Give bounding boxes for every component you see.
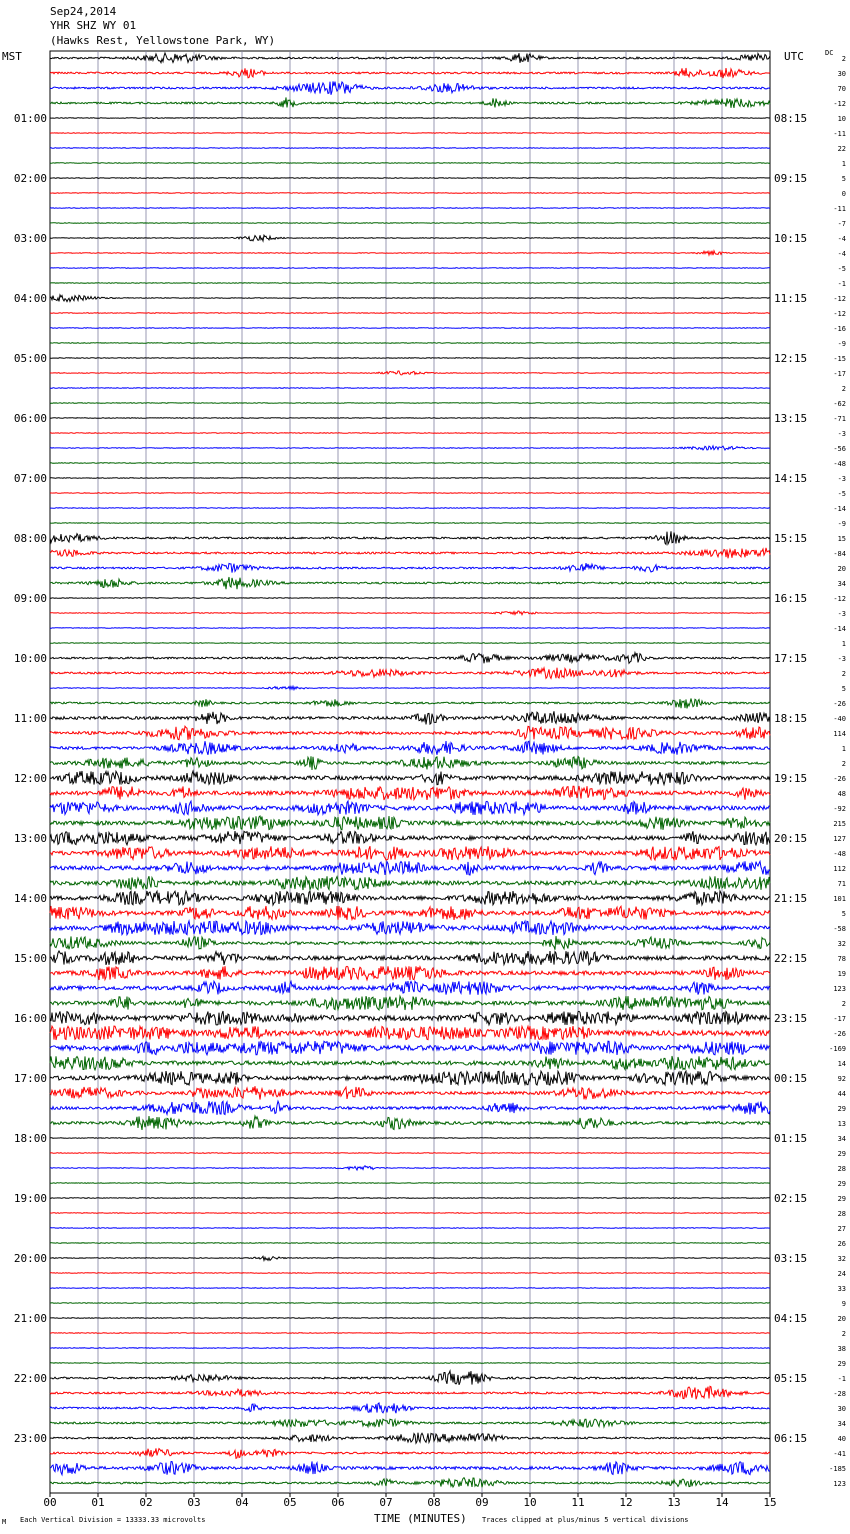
dc-offset-label: 10 xyxy=(837,115,846,123)
left-hour-label: 10:00 xyxy=(13,652,47,665)
trace-line xyxy=(50,711,770,724)
dc-offset-label: 2 xyxy=(841,670,846,678)
clip-note: Traces clipped at plus/minus 5 vertical divisions xyxy=(482,1516,689,1524)
dc-offset-label: -62 xyxy=(833,400,846,408)
dc-offset-label: -7 xyxy=(837,220,846,228)
dc-offset-label: 24 xyxy=(837,1270,846,1278)
dc-offset-label: -28 xyxy=(833,1390,846,1398)
trace-line xyxy=(50,876,770,890)
trace-line xyxy=(50,1303,770,1304)
trace-line xyxy=(50,1116,770,1130)
dc-offset-label: -169 xyxy=(829,1045,846,1053)
dc-offset-label: 22 xyxy=(837,145,846,153)
trace-line xyxy=(50,1228,770,1229)
trace-line xyxy=(50,951,770,965)
dc-offset-label: -12 xyxy=(833,595,846,603)
left-hour-label: 13:00 xyxy=(13,832,47,845)
trace-line xyxy=(50,1183,770,1184)
dc-offset-label: 2 xyxy=(841,385,846,393)
trace-line xyxy=(50,906,770,920)
trace-line xyxy=(50,463,770,464)
dc-offset-label: -92 xyxy=(833,805,846,813)
trace-line xyxy=(50,433,770,434)
trace-line xyxy=(50,1333,770,1334)
dc-offset-label: 48 xyxy=(837,790,846,798)
left-hour-label: 23:00 xyxy=(13,1432,47,1445)
trace-line xyxy=(50,548,770,558)
trace-line xyxy=(50,148,770,149)
trace-line xyxy=(50,981,770,995)
trace-line xyxy=(50,643,770,644)
x-tick-label: 10 xyxy=(523,1496,537,1509)
right-hour-label: 19:15 xyxy=(774,772,808,785)
trace-line xyxy=(50,846,770,860)
x-tick-label: 14 xyxy=(715,1496,729,1509)
right-hour-label: 10:15 xyxy=(774,232,808,245)
left-hour-label: 09:00 xyxy=(13,592,47,605)
left-hour-label: 03:00 xyxy=(13,232,47,245)
dc-offset-label: 30 xyxy=(837,1405,846,1413)
x-axis-label: TIME (MINUTES) xyxy=(374,1512,467,1525)
dc-offset-label: 29 xyxy=(837,1180,846,1188)
trace-line xyxy=(50,1433,770,1444)
dc-offset-label: 127 xyxy=(833,835,846,843)
trace-line xyxy=(50,921,770,935)
trace-line xyxy=(50,1153,770,1154)
trace-line xyxy=(50,163,770,164)
trace-line xyxy=(50,358,770,359)
trace-line xyxy=(50,68,770,78)
right-hour-label: 14:15 xyxy=(774,472,808,485)
dc-offset-label: 34 xyxy=(837,580,846,588)
trace-line xyxy=(50,343,770,344)
trace-line xyxy=(50,268,770,269)
dc-offset-label: -9 xyxy=(837,340,846,348)
trace-line xyxy=(50,388,770,389)
trace-line xyxy=(50,531,770,544)
trace-line xyxy=(50,786,770,800)
trace-line xyxy=(50,223,770,224)
left-hour-label: 20:00 xyxy=(13,1252,47,1265)
trace-line xyxy=(50,1371,770,1385)
trace-line xyxy=(50,1101,770,1115)
dc-offset-label: -4 xyxy=(837,235,846,243)
trace-line xyxy=(50,1448,770,1458)
trace-line xyxy=(50,1041,770,1055)
dc-offset-label: -14 xyxy=(833,505,846,513)
x-tick-label: 06 xyxy=(331,1496,345,1509)
trace-line xyxy=(50,1011,770,1025)
trace-line xyxy=(50,1478,770,1488)
dc-offset-label: 13 xyxy=(837,1120,846,1128)
dc-offset-label: -16 xyxy=(833,325,846,333)
dc-offset-label: -12 xyxy=(833,100,846,108)
right-hour-label: 01:15 xyxy=(774,1132,808,1145)
dc-offset-label: -17 xyxy=(833,370,846,378)
trace-line xyxy=(50,508,770,509)
right-hour-label: 16:15 xyxy=(774,592,808,605)
dc-offset-label: -41 xyxy=(833,1450,846,1458)
trace-line xyxy=(50,563,770,573)
dc-offset-label: 20 xyxy=(837,565,846,573)
right-hour-label: 08:15 xyxy=(774,112,808,125)
trace-line xyxy=(50,653,770,664)
dc-offset-label: -56 xyxy=(833,445,846,453)
right-hour-label: 22:15 xyxy=(774,952,808,965)
dc-offset-label: -4 xyxy=(837,250,846,258)
dc-offset-label: 26 xyxy=(837,1240,846,1248)
trace-line xyxy=(50,996,770,1010)
trace-line xyxy=(50,208,770,209)
trace-line xyxy=(50,1363,770,1364)
trace-line xyxy=(50,628,770,629)
trace-line xyxy=(50,371,770,375)
dc-offset-label: -15 xyxy=(833,355,846,363)
dc-offset-label: -12 xyxy=(833,295,846,303)
trace-line xyxy=(50,1138,770,1139)
trace-line xyxy=(50,801,770,815)
trace-line xyxy=(50,1318,770,1319)
trace-line xyxy=(50,523,770,524)
right-hour-label: 04:15 xyxy=(774,1312,808,1325)
trace-line xyxy=(50,1071,770,1085)
trace-line xyxy=(50,313,770,314)
left-hour-label: 12:00 xyxy=(13,772,47,785)
dc-offset-label: 2 xyxy=(841,1330,846,1338)
left-hour-label: 02:00 xyxy=(13,172,47,185)
trace-line xyxy=(50,81,770,94)
trace-line xyxy=(50,1461,770,1474)
dc-offset-label: -185 xyxy=(829,1465,846,1473)
dc-offset-label: 15 xyxy=(837,535,846,543)
left-hour-label: 06:00 xyxy=(13,412,47,425)
left-hour-label: 17:00 xyxy=(13,1072,47,1085)
trace-line xyxy=(50,577,770,589)
dc-offset-label: 71 xyxy=(837,880,846,888)
trace-line xyxy=(50,178,770,179)
dc-offset-label: 40 xyxy=(837,1435,846,1443)
right-hour-label: 11:15 xyxy=(774,292,808,305)
dc-offset-label: 34 xyxy=(837,1420,846,1428)
dc-offset-label: 20 xyxy=(837,1315,846,1323)
dc-offset-label: 101 xyxy=(833,895,846,903)
dc-offset-label: 32 xyxy=(837,1255,846,1263)
dc-offset-label: 0 xyxy=(841,190,846,198)
dc-offset-label: 112 xyxy=(833,865,846,873)
trace-line xyxy=(50,1026,770,1040)
dc-offset-label: -26 xyxy=(833,775,846,783)
dc-offset-label: -11 xyxy=(833,205,846,213)
right-zone-label: UTC xyxy=(784,50,804,63)
left-hour-label: 05:00 xyxy=(13,352,47,365)
dc-offset-label: -11 xyxy=(833,130,846,138)
trace-line xyxy=(50,283,770,284)
dc-offset-label: 29 xyxy=(837,1150,846,1158)
trace-line xyxy=(50,1419,770,1427)
right-hour-label: 23:15 xyxy=(774,1012,808,1025)
right-hour-label: 06:15 xyxy=(774,1432,808,1445)
trace-line xyxy=(50,1056,770,1070)
dc-offset-label: -3 xyxy=(837,430,846,438)
dc-offset-label: 5 xyxy=(841,685,846,693)
dc-offset-label: 34 xyxy=(837,1135,846,1143)
x-tick-label: 15 xyxy=(763,1496,777,1509)
trace-line xyxy=(50,936,770,950)
dc-offset-label: 123 xyxy=(833,1480,846,1488)
dc-offset-label: 1 xyxy=(841,640,846,648)
x-tick-label: 01 xyxy=(91,1496,105,1509)
trace-line xyxy=(50,493,770,494)
trace-line xyxy=(50,328,770,329)
dc-offset-label: 29 xyxy=(837,1360,846,1368)
dc-offset-label: -5 xyxy=(837,490,846,498)
right-hour-label: 12:15 xyxy=(774,352,808,365)
dc-label: DC xyxy=(825,49,834,57)
dc-offset-label: 28 xyxy=(837,1210,846,1218)
trace-line xyxy=(50,756,770,770)
dc-offset-label: 114 xyxy=(833,730,846,738)
dc-offset-label: 123 xyxy=(833,985,846,993)
left-hour-label: 21:00 xyxy=(13,1312,47,1325)
dc-offset-label: 33 xyxy=(837,1285,846,1293)
trace-line xyxy=(50,133,770,134)
trace-line xyxy=(50,831,770,845)
dc-offset-label: 1 xyxy=(841,160,846,168)
trace-line xyxy=(50,251,770,255)
trace-line xyxy=(50,295,770,302)
dc-offset-label: 29 xyxy=(837,1195,846,1203)
corner-mark: M xyxy=(2,1518,7,1526)
dc-offset-label: -58 xyxy=(833,925,846,933)
trace-line xyxy=(50,1288,770,1289)
trace-line xyxy=(50,1403,770,1413)
right-hour-label: 18:15 xyxy=(774,712,808,725)
trace-line xyxy=(50,891,770,905)
trace-line xyxy=(50,598,770,599)
right-hour-label: 02:15 xyxy=(774,1192,808,1205)
dc-offset-label: -12 xyxy=(833,310,846,318)
trace-line xyxy=(50,1213,770,1214)
right-hour-label: 15:15 xyxy=(774,532,808,545)
x-tick-label: 13 xyxy=(667,1496,681,1509)
dc-offset-label: 19 xyxy=(837,970,846,978)
dc-offset-label: -3 xyxy=(837,610,846,618)
dc-offset-label: 78 xyxy=(837,955,846,963)
trace-line xyxy=(50,699,770,709)
trace-line xyxy=(50,771,770,785)
dc-offset-label: -71 xyxy=(833,415,846,423)
dc-offset-label: 28 xyxy=(837,1165,846,1173)
left-hour-label: 04:00 xyxy=(13,292,47,305)
left-hour-label: 19:00 xyxy=(13,1192,47,1205)
dc-offset-label: 44 xyxy=(837,1090,846,1098)
left-hour-label: 08:00 xyxy=(13,532,47,545)
x-tick-label: 05 xyxy=(283,1496,297,1509)
trace-line xyxy=(50,1166,770,1170)
header-location: (Hawks Rest, Yellowstone Park, WY) xyxy=(50,34,276,47)
trace-line xyxy=(50,1386,770,1399)
dc-offset-label: 215 xyxy=(833,820,846,828)
dc-offset-label: 32 xyxy=(837,940,846,948)
dc-offset-label: 1 xyxy=(841,745,846,753)
trace-line xyxy=(50,1273,770,1274)
dc-offset-label: 2 xyxy=(841,760,846,768)
dc-offset-label: 14 xyxy=(837,1060,846,1068)
dc-offset-label: 38 xyxy=(837,1345,846,1353)
header-date: Sep24,2014 xyxy=(50,5,117,18)
trace-line xyxy=(50,118,770,119)
trace-line xyxy=(50,1256,770,1260)
x-tick-label: 08 xyxy=(427,1496,441,1509)
dc-offset-label: -48 xyxy=(833,460,846,468)
x-tick-label: 00 xyxy=(43,1496,57,1509)
trace-line xyxy=(50,53,770,63)
dc-offset-label: -9 xyxy=(837,520,846,528)
right-hour-label: 13:15 xyxy=(774,412,808,425)
dc-offset-label: 2 xyxy=(841,1000,846,1008)
scale-note: Each Vertical Division = 13333.33 microvolts xyxy=(20,1516,206,1524)
dc-offset-label: -40 xyxy=(833,715,846,723)
dc-offset-label: -84 xyxy=(833,550,846,558)
trace-line xyxy=(50,403,770,404)
header-station: YHR SHZ WY 01 xyxy=(50,19,137,32)
left-hour-label: 18:00 xyxy=(13,1132,47,1145)
trace-line xyxy=(50,686,770,689)
trace-line xyxy=(50,1348,770,1349)
trace-line xyxy=(50,966,770,980)
left-hour-label: 16:00 xyxy=(13,1012,47,1025)
right-hour-label: 05:15 xyxy=(774,1372,808,1385)
x-tick-label: 02 xyxy=(139,1496,153,1509)
trace-line xyxy=(50,816,770,830)
dc-offset-label: -3 xyxy=(837,655,846,663)
left-hour-label: 15:00 xyxy=(13,952,47,965)
trace-line xyxy=(50,193,770,194)
dc-offset-label: 2 xyxy=(841,55,846,63)
dc-offset-label: -5 xyxy=(837,265,846,273)
x-tick-label: 11 xyxy=(571,1496,585,1509)
trace-line xyxy=(50,418,770,419)
trace-line xyxy=(50,611,770,615)
left-zone-label: MST xyxy=(2,50,22,63)
left-hour-label: 01:00 xyxy=(13,112,47,125)
dc-offset-label: 92 xyxy=(837,1075,846,1083)
x-tick-label: 12 xyxy=(619,1496,633,1509)
right-hour-label: 00:15 xyxy=(774,1072,808,1085)
trace-line xyxy=(50,478,770,479)
left-hour-label: 07:00 xyxy=(13,472,47,485)
x-tick-label: 07 xyxy=(379,1496,393,1509)
dc-offset-label: 27 xyxy=(837,1225,846,1233)
right-hour-label: 20:15 xyxy=(774,832,808,845)
dc-offset-label: -26 xyxy=(833,1030,846,1038)
right-hour-label: 17:15 xyxy=(774,652,808,665)
dc-offset-label: -1 xyxy=(837,1375,846,1383)
trace-line xyxy=(50,1198,770,1199)
dc-offset-label: -3 xyxy=(837,475,846,483)
dc-offset-label: -26 xyxy=(833,700,846,708)
right-hour-label: 21:15 xyxy=(774,892,808,905)
trace-line xyxy=(50,446,770,450)
x-tick-label: 03 xyxy=(187,1496,201,1509)
dc-offset-label: -1 xyxy=(837,280,846,288)
trace-line xyxy=(50,726,770,740)
x-tick-label: 04 xyxy=(235,1496,249,1509)
dc-offset-label: -17 xyxy=(833,1015,846,1023)
trace-line xyxy=(50,741,770,755)
trace-line xyxy=(50,668,770,679)
trace-line xyxy=(50,1086,770,1099)
dc-offset-label: 30 xyxy=(837,70,846,78)
dc-offset-label: -14 xyxy=(833,625,846,633)
dc-offset-label: 9 xyxy=(841,1300,846,1308)
right-hour-label: 03:15 xyxy=(774,1252,808,1265)
right-hour-label: 09:15 xyxy=(774,172,808,185)
x-tick-label: 09 xyxy=(475,1496,489,1509)
dc-offset-label: -48 xyxy=(833,850,846,858)
trace-line xyxy=(50,1243,770,1244)
left-hour-label: 14:00 xyxy=(13,892,47,905)
dc-offset-label: 5 xyxy=(841,175,846,183)
trace-line xyxy=(50,97,770,108)
dc-offset-label: 70 xyxy=(837,85,846,93)
left-hour-label: 11:00 xyxy=(13,712,47,725)
trace-line xyxy=(50,235,770,241)
trace-line xyxy=(50,861,770,875)
left-hour-label: 22:00 xyxy=(13,1372,47,1385)
dc-offset-label: 29 xyxy=(837,1105,846,1113)
dc-offset-label: 5 xyxy=(841,910,846,918)
